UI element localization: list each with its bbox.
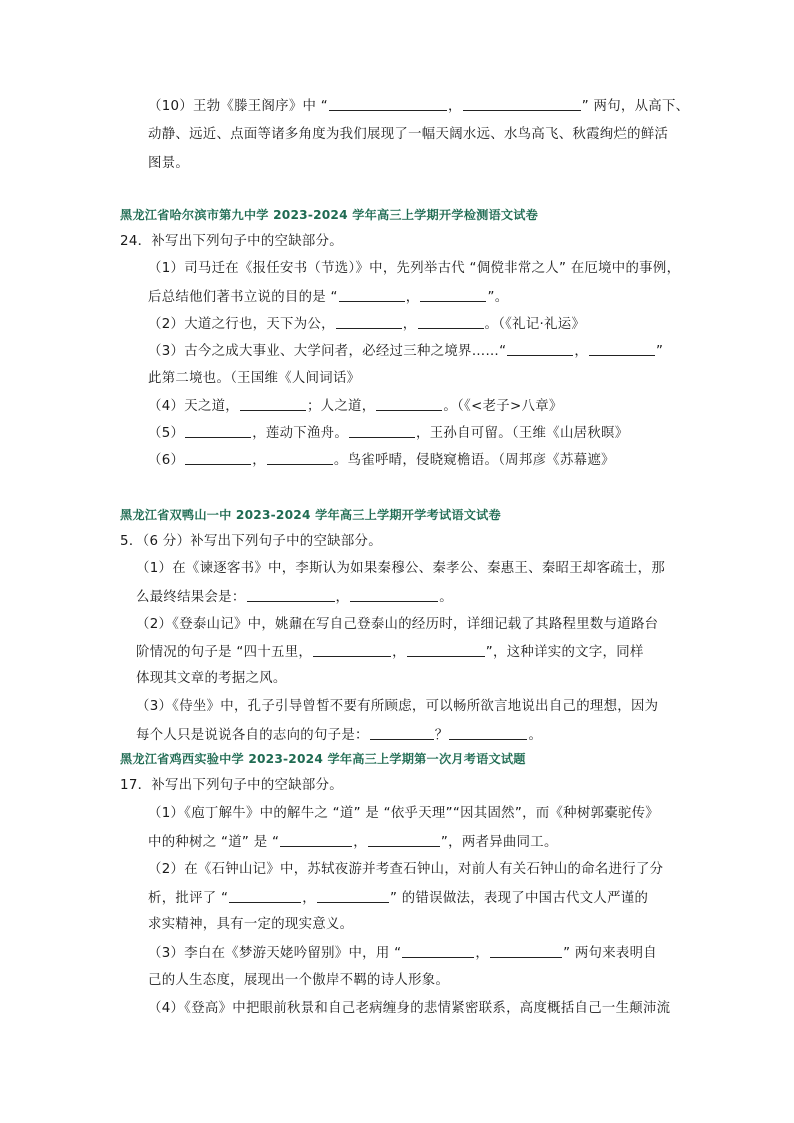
fill-blank[interactable]	[507, 342, 573, 356]
fill-blank[interactable]	[402, 944, 474, 958]
s3-item1-line2: 中的种树之 “道” 是 “ ， ”，两者异曲同工。	[148, 835, 558, 850]
s2-item1-line1: （1）在《谏逐客书》中，李斯认为如果秦穆公、秦孝公、秦惠王、秦昭王却客疏士，那	[136, 561, 666, 576]
s1-item6: （6） ， 。鸟雀呼晴，侵晓窥檐语。（周邦彦《苏幕遮》	[148, 453, 615, 468]
fill-blank[interactable]	[449, 726, 527, 740]
s3-item1-line1: （1）《庖丁解牛》中的解牛之 “道” 是 “依乎天理”“因其固然”，而《种树郭橐驼传》	[148, 806, 660, 821]
s3-item4-line1: （4）《登高》中把眼前秋景和自己老病缠身的悲情紧密联系，高度概括自己一生颠沛流	[148, 1001, 671, 1016]
fill-blank[interactable]	[336, 315, 402, 329]
s1-item1-line1: （1）司马迁在《报任安书（节选）》中，先列举古代 “倜傥非常之人” 在厄境中的事例，	[148, 261, 681, 276]
s1-item4: （4）天之道， ；人之道， 。（《<老子>八章》	[148, 399, 563, 414]
s3-item3-line2: 己的人生态度，展现出一个傲岸不羁的诗人形象。	[148, 973, 450, 988]
s2-item1-line2: 么最终结果会是： ， 。	[136, 590, 453, 605]
fill-blank[interactable]	[463, 97, 581, 111]
fill-blank[interactable]	[350, 588, 438, 602]
fill-blank[interactable]	[368, 833, 440, 847]
s2-item2-line2: 阶情况的句子是 “四十五里， ， ”，这种详实的文字，同样	[136, 645, 644, 660]
q10-line2: 动静、远近、点面等诸多角度为我们展现了一幅天阔水远、水鸟高飞、秋霞绚烂的鲜活	[148, 127, 669, 142]
question-5: 5．（6 分）补写出下列句子中的空缺部分。	[120, 534, 382, 549]
fill-blank[interactable]	[240, 397, 306, 411]
s1-item1-line2: 后总结他们著书立说的目的是 “ ， ”。	[148, 290, 509, 305]
fill-blank[interactable]	[317, 889, 389, 903]
q10-line3: 图景。	[148, 156, 190, 171]
s1-item5: （5） ，莲动下渔舟。 ，王孙自可留。（王维《山居秋暝》	[148, 426, 629, 441]
fill-blank[interactable]	[407, 643, 485, 657]
fill-blank[interactable]	[267, 451, 333, 465]
s3-item3-line1: （3）李白在《梦游天姥吟留别》中，用 “ ， ” 两句来表明自	[148, 946, 657, 961]
fill-blank[interactable]	[418, 315, 484, 329]
s3-item2-line1: （2）在《石钟山记》中，苏轼夜游并考查石钟山，对前人有关石钟山的命名进行了分	[148, 862, 664, 877]
section-heading-jixi: 黑龙江省鸡西实验中学 2023-2024 学年高三上学期第一次月考语文试题	[120, 752, 526, 766]
fill-blank[interactable]	[370, 726, 434, 740]
fill-blank[interactable]	[185, 451, 251, 465]
section-heading-harbin: 黑龙江省哈尔滨市第九中学 2023-2024 学年高三上学期开学检测语文试卷	[120, 208, 539, 222]
s1-item3-line1: （3）古今之成大事业、大学问者，必经过三种之境界……“ ， ”	[148, 344, 664, 359]
fill-blank[interactable]	[490, 944, 562, 958]
fill-blank[interactable]	[339, 288, 405, 302]
question-24: 24．补写出下列句子中的空缺部分。	[120, 234, 343, 249]
q10-line1: （10）王勃《滕王阁序》中 “ ， ” 两句，从高下、	[148, 99, 690, 114]
fill-blank[interactable]	[589, 342, 655, 356]
s2-item3-line2: 每个人只是说说各自的志向的句子是： ？ 。	[136, 728, 543, 743]
s1-item2: （2）大道之行也，天下为公， ， 。（《礼记·礼运》	[148, 317, 586, 332]
fill-blank[interactable]	[376, 397, 442, 411]
section-heading-shuangyashan: 黑龙江省双鸭山一中 2023-2024 学年高三上学期开学考试语文试卷	[120, 508, 501, 522]
s3-item2-line2: 析，批评了 “ ， ” 的错误做法，表现了中国古代文人严谨的	[148, 891, 649, 906]
fill-blank[interactable]	[420, 288, 486, 302]
s3-item2-line3: 求实精神，具有一定的现实意义。	[148, 917, 354, 932]
fill-blank[interactable]	[247, 588, 335, 602]
fill-blank[interactable]	[280, 833, 352, 847]
fill-blank[interactable]	[185, 424, 251, 438]
question-17: 17．补写出下列句子中的空缺部分。	[120, 778, 343, 793]
s2-item3-line1: （3）《侍坐》中，孔子引导曾皙不要有所顾虑，可以畅所欲言地说出自己的理想，因为	[136, 699, 659, 714]
s2-item2-line1: （2）《登泰山记》中，姚鼐在写自己登泰山的经历时，详细记载了其路程里数与道路台	[136, 617, 659, 632]
fill-blank[interactable]	[329, 97, 447, 111]
fill-blank[interactable]	[229, 889, 301, 903]
fill-blank[interactable]	[349, 424, 415, 438]
s2-item2-line3: 体现其文章的考据之风。	[136, 671, 287, 686]
fill-blank[interactable]	[313, 643, 391, 657]
s1-item3-line2: 此第二境也。（王国维《人间词话》	[148, 371, 361, 386]
